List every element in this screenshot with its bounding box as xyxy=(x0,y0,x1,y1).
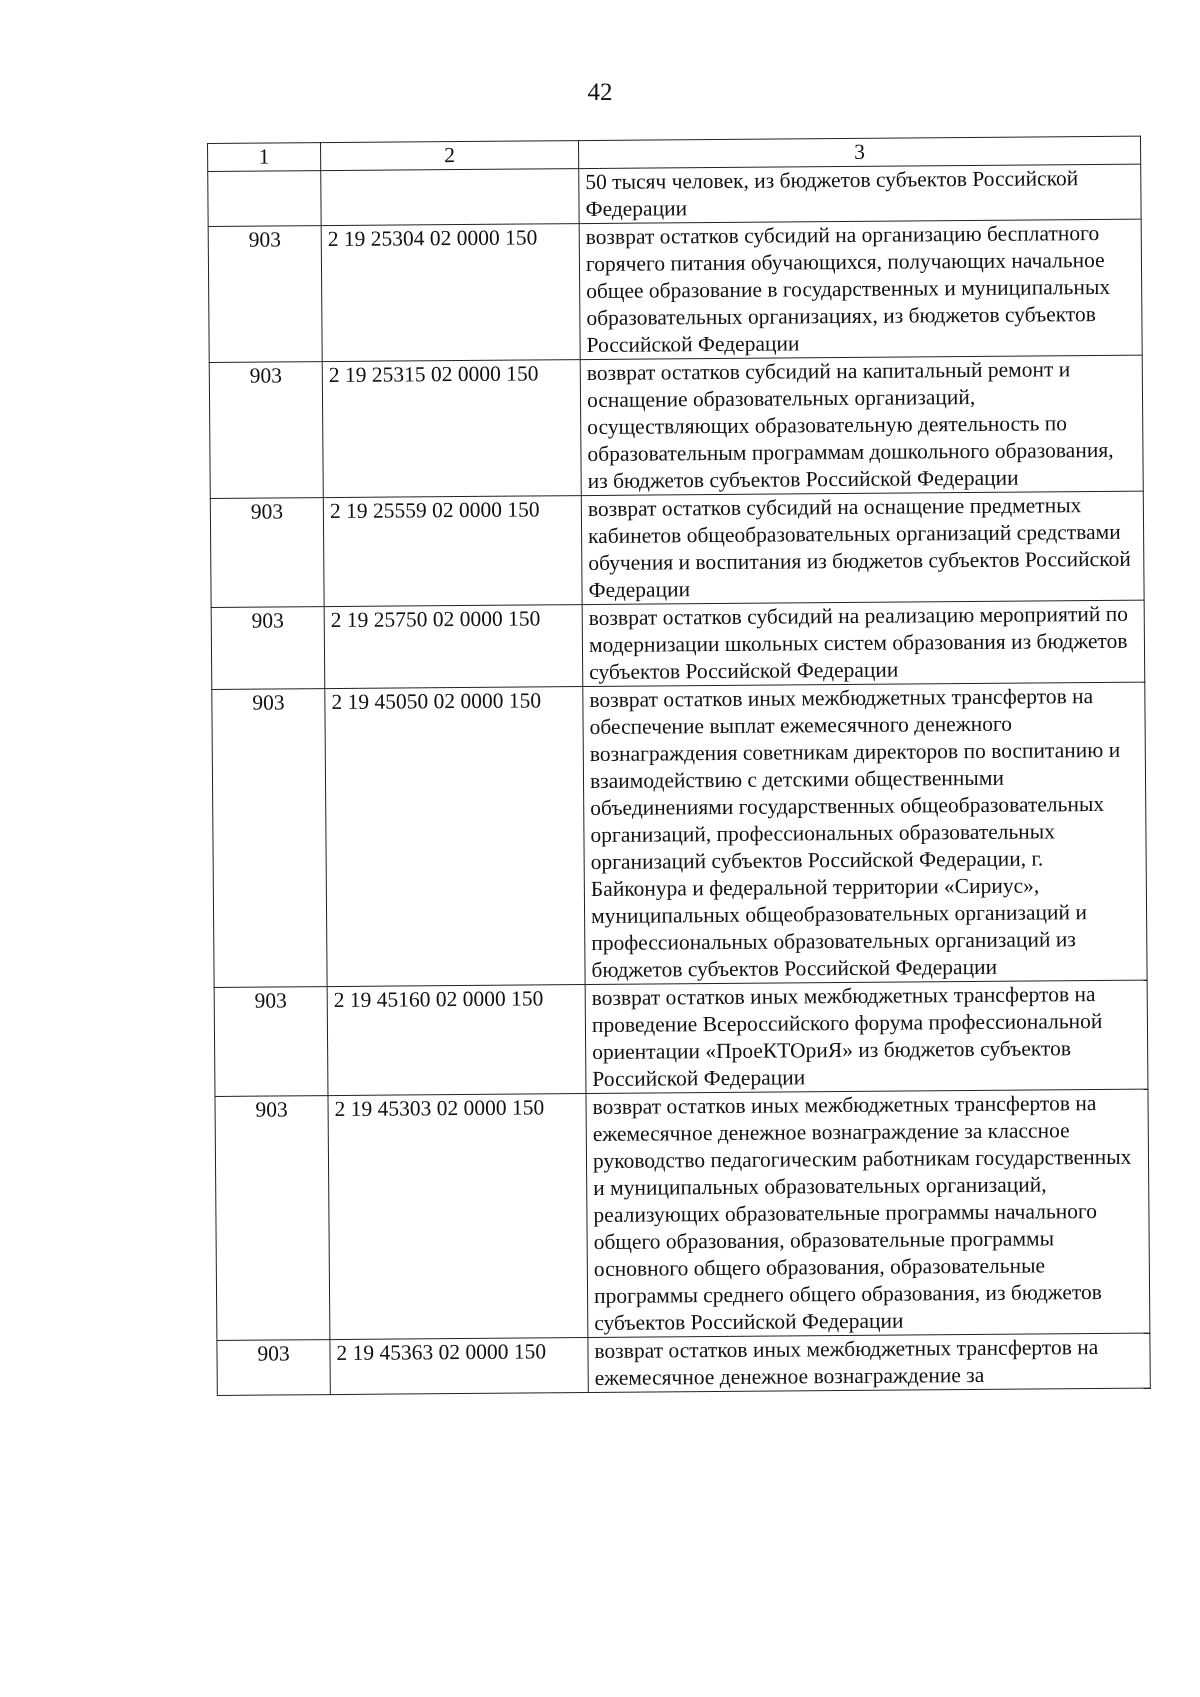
description-cell: возврат остатков субсидий на организацию бесплатного горячего питания обучающихся, получающих начальное общее образование в государственных и муниципальных образовательных организациях, из бюджетов субъектов Российской Федерации xyxy=(579,219,1142,359)
table-row xyxy=(217,1333,1150,1395)
table-row xyxy=(215,1089,1150,1340)
budget-code-cell: 2 19 45160 02 0000 150 xyxy=(327,985,586,1096)
description-cell: возврат остатков иных межбюджетных трансфертов на ежемесячное денежное вознаграждение за классное руководство педагогическим работникам государственных и муниципальных образовательных организаций, реализующих образовательные программы начального общего образования, образовательные программы основного общего образования, образовательные программы среднего общего образования, из бюджетов субъектов Российской Федерации xyxy=(586,1089,1150,1337)
column-header-2: 2 xyxy=(321,141,579,171)
column-header-1: 1 xyxy=(208,143,321,172)
admin-code-cell: 903 xyxy=(208,226,322,363)
admin-code-cell: 903 xyxy=(210,498,324,608)
page-number: 42 xyxy=(587,79,613,106)
admin-code-cell: 903 xyxy=(209,362,323,499)
table-row xyxy=(208,164,1141,226)
column-header-3: 3 xyxy=(578,136,1140,168)
admin-code-cell: 903 xyxy=(217,1340,330,1396)
table-row xyxy=(211,600,1145,689)
admin-code-cell: 903 xyxy=(211,607,325,690)
budget-code-cell: 2 19 25304 02 0000 150 xyxy=(321,224,580,362)
budget-code-cell: 2 19 45050 02 0000 150 xyxy=(325,687,585,987)
table-row xyxy=(210,491,1144,607)
description-cell: 50 тысяч человек, из бюджетов субъектов Российской Федерации xyxy=(579,164,1141,223)
table-row xyxy=(212,682,1147,987)
description-cell: возврат остатков иных межбюджетных трансфертов на обеспечение выплат ежемесячного денежного вознаграждения советникам директоров по воспитанию и взаимодействию с детскими общественными объединениями государственных общеобразовательных организаций, профессиональных образовательных организаций субъектов Российской Федерации, г. Байконура и федеральной территории «Сириус», муниципальных общеобразовательных организаций и профессиональных образовательных организаций из бюджетов субъектов Российской Федерации xyxy=(583,682,1147,984)
description-cell: возврат остатков иных межбюджетных трансфертов на проведение Всероссийского форума профессиональной ориентации «ПроеКТОриЯ» из бюджетов субъектов Российской Федерации xyxy=(585,980,1148,1093)
description-cell: возврат остатков иных межбюджетных трансфертов на ежемесячное денежное вознаграждение за xyxy=(588,1333,1150,1392)
budget-code-cell: 2 19 45303 02 0000 150 xyxy=(328,1094,588,1340)
description-cell: возврат остатков субсидий на оснащение предметных кабинетов общеобразовательных организаций средствами обучения и воспитания из бюджетов субъектов Российской Федерации xyxy=(581,491,1144,604)
table-row xyxy=(208,219,1142,362)
budget-code-cell: 2 19 45363 02 0000 150 xyxy=(330,1338,588,1395)
budget-codes-table xyxy=(207,136,1151,1396)
budget-code-cell xyxy=(321,169,579,226)
admin-code-cell: 903 xyxy=(215,1096,330,1341)
admin-code-cell: 903 xyxy=(212,689,327,988)
description-cell: возврат остатков субсидий на реализацию мероприятий по модернизации школьных систем образования из бюджетов субъектов Российской Федерации xyxy=(582,600,1145,686)
budget-code-cell: 2 19 25559 02 0000 150 xyxy=(323,496,582,607)
table-row xyxy=(214,980,1148,1096)
admin-code-cell: 903 xyxy=(214,987,328,1097)
description-cell: возврат остатков субсидий на капитальный ремонт и оснащение образовательных организаций, осуществляющих образовательную деятельность по образовательным программам дошкольного образования, из бюджетов субъектов Российской Федерации xyxy=(580,355,1143,495)
admin-code-cell xyxy=(208,171,321,227)
budget-code-cell: 2 19 25750 02 0000 150 xyxy=(324,605,583,689)
table-row xyxy=(209,355,1143,498)
budget-code-cell: 2 19 25315 02 0000 150 xyxy=(322,360,581,498)
